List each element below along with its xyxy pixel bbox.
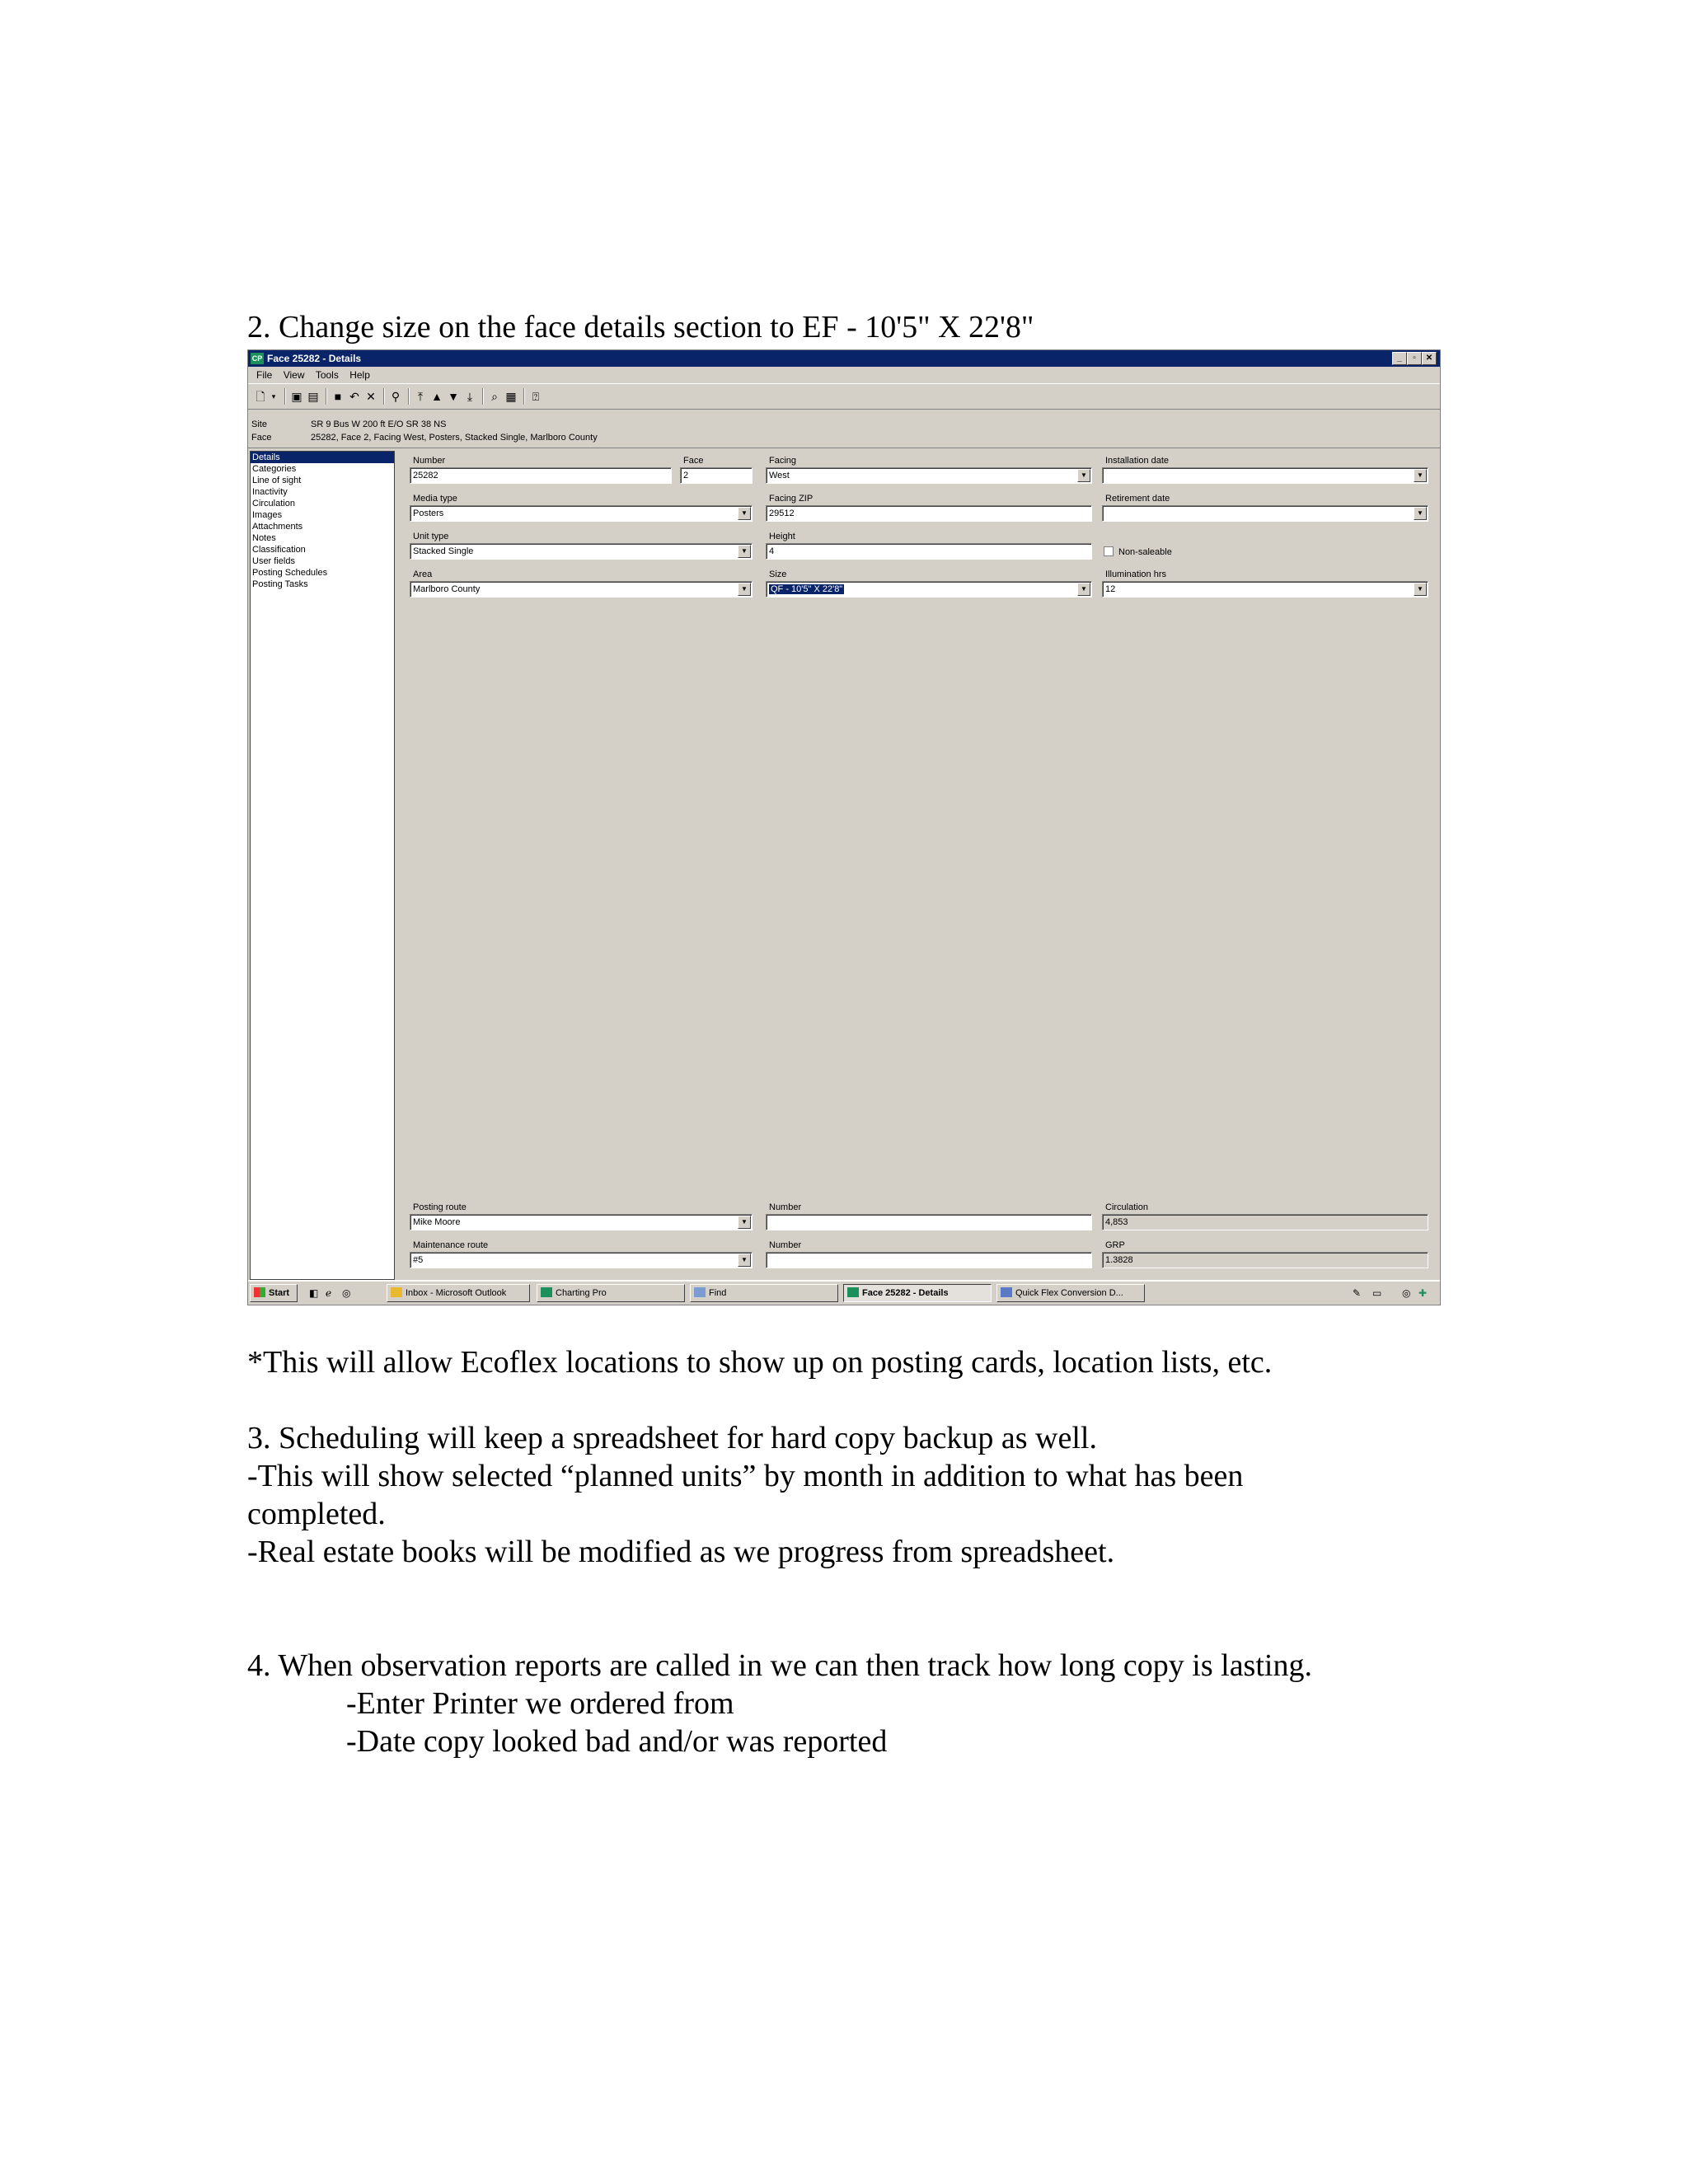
size-select[interactable] xyxy=(766,581,1092,598)
taskbar-task-quick-flex[interactable] xyxy=(996,1284,1145,1302)
undo-icon[interactable]: ↶ xyxy=(349,390,359,403)
next-record-icon[interactable]: ▼ xyxy=(448,390,459,403)
start-label: Start xyxy=(269,1288,290,1298)
step3-line2: -This will show selected “planned units” by month in addition to what has been xyxy=(247,1459,1244,1493)
chevron-down-icon[interactable]: ▼ xyxy=(738,583,751,596)
size-label: Size xyxy=(769,569,787,579)
chevron-down-icon[interactable]: ▼ xyxy=(1414,507,1427,520)
link-icon[interactable]: ⚲ xyxy=(391,390,401,403)
quick-launch-ie-icon[interactable]: ℯ xyxy=(326,1287,332,1299)
chevron-down-icon[interactable]: ▼ xyxy=(738,507,751,520)
taskbar-task-find[interactable] xyxy=(690,1284,838,1302)
size-value: QF - 10'5" X 22'8" xyxy=(771,584,843,594)
sidebar-item-line-of-sight[interactable]: Line of sight xyxy=(252,476,302,485)
media-type-value: Posters xyxy=(413,509,444,518)
window-title: Face 25282 - Details xyxy=(267,353,362,364)
area-value: Marlboro County xyxy=(413,584,481,594)
unit-type-label: Unit type xyxy=(413,532,449,541)
title-bar xyxy=(248,350,1440,367)
site-face-info xyxy=(251,418,598,444)
maintenance-route-label: Maintenance route xyxy=(413,1240,489,1250)
find-icon[interactable]: ⌕ xyxy=(491,390,498,403)
outlook-icon xyxy=(391,1287,402,1297)
task-label: Inbox - Microsoft Outlook xyxy=(406,1288,507,1298)
step4-line3: -Date copy looked bad and/or was reported xyxy=(346,1724,888,1759)
step4-line1: 4. When observation reports are called in we can then track how long copy is lasting. xyxy=(247,1648,1312,1683)
facing-zip-field[interactable] xyxy=(766,505,1092,522)
open-icon[interactable]: ▣ xyxy=(291,390,302,403)
height-label: Height xyxy=(769,532,795,541)
sidebar-item-details[interactable]: Details xyxy=(251,452,394,463)
chevron-down-icon[interactable]: ▼ xyxy=(738,545,751,558)
task-label: Find xyxy=(709,1288,727,1298)
media-type-select[interactable] xyxy=(410,505,753,522)
face-details-window xyxy=(247,349,1441,1305)
task-label: Face 25282 - Details xyxy=(862,1288,949,1298)
posting-route-label-visible: Posting route xyxy=(413,1202,467,1212)
face-field-value: 2 xyxy=(683,471,689,480)
number-field[interactable] xyxy=(410,467,672,484)
step3-line4: -Real estate books will be modified as we progress from spreadsheet. xyxy=(247,1535,1115,1569)
find-icon xyxy=(694,1287,706,1297)
facing-zip-value: 29512 xyxy=(769,509,795,518)
retirement-date-label: Retirement date xyxy=(1105,494,1170,504)
ecoflex-note: *This will allow Ecoflex locations to show up on posting cards, location lists, etc. xyxy=(247,1345,1273,1380)
area-label: Area xyxy=(413,569,433,579)
taskbar-task-charting-pro[interactable] xyxy=(537,1284,685,1302)
quick-launch-desktop-icon[interactable]: ◧ xyxy=(309,1287,319,1299)
toolbar-separator xyxy=(383,388,385,405)
facing-label: Facing xyxy=(769,456,797,466)
facing-select[interactable] xyxy=(766,467,1092,484)
face-field[interactable] xyxy=(680,467,753,484)
first-record-icon[interactable]: ⤒ xyxy=(417,390,424,403)
sidebar-item-images[interactable]: Images xyxy=(252,510,283,520)
non-saleable-label: Non-saleable xyxy=(1118,547,1172,557)
maintenance-number-label: Number xyxy=(769,1240,802,1250)
task-label: Charting Pro xyxy=(556,1288,607,1298)
tray-plus-icon[interactable]: ✚ xyxy=(1418,1287,1428,1299)
toolbar-separator xyxy=(284,388,286,405)
menu-bar xyxy=(248,367,1440,383)
face-label: Face xyxy=(251,433,272,443)
taskbar-task-face-details[interactable] xyxy=(843,1284,992,1302)
task-label: Quick Flex Conversion D... xyxy=(1015,1288,1123,1298)
grp-label: GRP xyxy=(1105,1240,1125,1250)
sidebar-item-circulation[interactable]: Circulation xyxy=(252,499,295,509)
menu-view[interactable]: View xyxy=(283,369,305,381)
step3-line1: 3. Scheduling will keep a spreadsheet for hard copy backup as well. xyxy=(247,1421,1097,1455)
delete-icon[interactable]: ✕ xyxy=(366,390,376,403)
sidebar-item-inactivity[interactable]: Inactivity xyxy=(252,487,288,497)
save-all-icon[interactable]: ▤ xyxy=(307,390,319,403)
sidebar-nav xyxy=(250,451,395,1280)
chevron-down-icon[interactable]: ▼ xyxy=(1414,469,1427,482)
sidebar-item-posting-schedules[interactable]: Posting Schedules xyxy=(252,568,328,578)
chevron-down-icon[interactable]: ▼ xyxy=(738,1216,751,1229)
minimize-icon[interactable]: _ xyxy=(1392,352,1407,365)
grp-field xyxy=(1102,1252,1428,1268)
tray-monitor-icon[interactable]: ▭ xyxy=(1372,1287,1382,1299)
number-value: 25282 xyxy=(413,471,438,480)
media-type-label: Media type xyxy=(413,494,457,504)
menu-help[interactable]: Help xyxy=(349,369,370,381)
last-record-icon[interactable]: ⤓ xyxy=(467,390,473,403)
chevron-down-icon[interactable]: ▼ xyxy=(1077,469,1090,482)
grp-value: 1.3828 xyxy=(1105,1255,1133,1265)
chevron-down-icon[interactable]: ▼ xyxy=(1414,583,1427,596)
number-label: Number xyxy=(413,456,446,466)
help-icon[interactable]: ⍰ xyxy=(532,390,540,403)
posting-number-field[interactable] xyxy=(766,1214,1092,1230)
maintenance-route-select[interactable] xyxy=(410,1252,753,1268)
site-label: Site xyxy=(251,419,267,429)
step2-heading: 2. Change size on the face details section to EF - 10'5" X 22'8" xyxy=(247,310,1034,344)
posting-number-label: Number xyxy=(769,1202,802,1212)
unit-type-value: Stacked Single xyxy=(413,546,474,556)
unit-type-select[interactable] xyxy=(410,543,753,560)
illumination-hrs-value: 12 xyxy=(1105,584,1116,594)
charting-pro-icon xyxy=(541,1287,552,1297)
illumination-hrs-select[interactable] xyxy=(1102,581,1428,598)
document-icon xyxy=(1001,1287,1012,1297)
toolbar-separator xyxy=(523,388,525,405)
maintenance-number-field[interactable] xyxy=(766,1252,1092,1268)
step4-line2: -Enter Printer we ordered from xyxy=(346,1686,734,1721)
maximize-icon[interactable]: ▫ xyxy=(1407,352,1422,365)
sidebar-item-user-fields[interactable]: User fields xyxy=(252,556,295,566)
facing-zip-label: Facing ZIP xyxy=(769,494,814,504)
installation-date-label: Installation date xyxy=(1105,456,1170,466)
circulation-field xyxy=(1102,1214,1428,1230)
taskbar xyxy=(248,1280,1440,1305)
chevron-down-icon[interactable]: ▼ xyxy=(738,1254,751,1267)
dropdown-arrow-icon[interactable]: ▾ xyxy=(271,392,276,401)
height-value: 4 xyxy=(769,546,775,556)
area-select[interactable] xyxy=(410,581,753,598)
retirement-date-select[interactable] xyxy=(1102,505,1428,522)
face-field-label: Face xyxy=(683,456,704,466)
circulation-label: Circulation xyxy=(1105,1202,1148,1212)
sidebar-item-categories[interactable]: Categories xyxy=(252,464,297,474)
toolbar-separator xyxy=(408,388,410,405)
circulation-value: 4,853 xyxy=(1105,1217,1128,1227)
toolbar xyxy=(248,383,1440,410)
site-value: SR 9 Bus W 200 ft E/O SR 38 NS xyxy=(311,419,447,429)
new-document-icon[interactable]: 🗋 xyxy=(256,390,265,403)
menu-tools[interactable]: Tools xyxy=(315,369,339,381)
sidebar-item-notes[interactable]: Notes xyxy=(252,533,276,543)
sidebar-item-posting-tasks[interactable]: Posting Tasks xyxy=(252,579,308,589)
posting-route-value: Mike Moore xyxy=(413,1217,461,1227)
quick-launch-outlook-icon[interactable]: ◎ xyxy=(342,1287,351,1299)
installation-date-select[interactable] xyxy=(1102,467,1428,484)
posting-route-select[interactable] xyxy=(410,1214,753,1230)
non-saleable-checkbox[interactable] xyxy=(1104,546,1114,556)
maintenance-route-value: #5 xyxy=(413,1255,424,1265)
tray-pencil-icon[interactable]: ✎ xyxy=(1353,1287,1362,1299)
chevron-down-icon[interactable]: ▼ xyxy=(1077,583,1090,596)
sidebar-item-attachments[interactable]: Attachments xyxy=(252,522,303,532)
toolbar-separator xyxy=(326,388,327,405)
tray-outlook-icon[interactable]: ◎ xyxy=(1402,1287,1411,1299)
toolbar-separator xyxy=(482,388,484,405)
start-button[interactable] xyxy=(250,1284,298,1302)
sidebar-item-classification[interactable]: Classification xyxy=(252,545,306,555)
windows-logo-icon xyxy=(254,1287,265,1297)
report-icon[interactable]: ▦ xyxy=(505,390,517,403)
close-icon[interactable]: ✕ xyxy=(1422,352,1437,365)
step3-line3: completed. xyxy=(247,1497,386,1531)
taskbar-task-outlook[interactable] xyxy=(387,1284,530,1302)
height-field[interactable] xyxy=(766,543,1092,560)
save-icon[interactable]: ■ xyxy=(334,390,342,403)
charting-pro-icon xyxy=(847,1287,859,1297)
menu-file[interactable]: File xyxy=(256,369,273,381)
previous-record-icon[interactable]: ▲ xyxy=(431,390,443,403)
face-value: 25282, Face 2, Facing West, Posters, Stacked Single, Marlboro County xyxy=(311,433,598,443)
app-icon: CP xyxy=(251,354,263,363)
illumination-hrs-label: Illumination hrs xyxy=(1105,569,1166,579)
facing-value: West xyxy=(769,471,790,480)
